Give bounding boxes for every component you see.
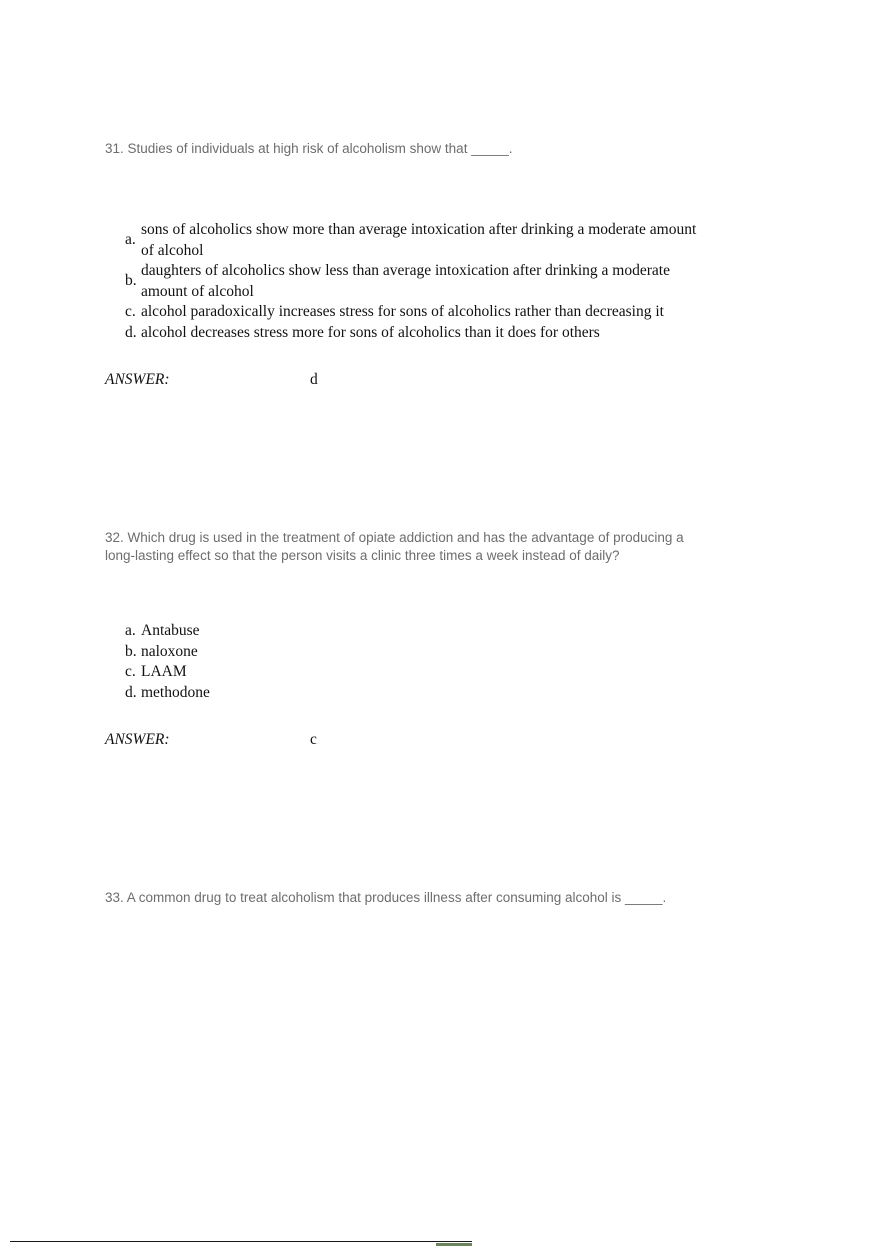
choice-letter: a. — [125, 231, 136, 249]
choice-text: naloxone — [141, 642, 198, 660]
choice-option[interactable] — [125, 683, 705, 704]
choice-letter: a. — [125, 622, 136, 639]
choice-text: LAAM — [141, 663, 187, 680]
choice-letter: d. — [125, 323, 137, 341]
choice-option[interactable] — [125, 323, 705, 344]
question-stem: 33. A common drug to treat alcoholism that produces illness after consuming alcohol is _____. — [105, 890, 667, 905]
choice-option[interactable] — [125, 220, 705, 261]
choice-text: methodone — [141, 683, 210, 701]
answer-row — [105, 731, 705, 749]
answer-label: ANSWER: — [105, 731, 170, 748]
choice-list — [125, 621, 705, 703]
choice-text: alcohol decreases stress more for sons of alcoholics than it does for others — [141, 323, 600, 341]
choice-letter: d. — [125, 683, 137, 701]
question-block-31 — [105, 140, 705, 389]
choice-letter: b. — [125, 642, 137, 660]
choice-option[interactable] — [125, 261, 705, 302]
choice-option[interactable] — [125, 302, 705, 323]
answer-value: c — [310, 731, 317, 748]
choice-text: daughters of alcoholics show less than average intoxication after drinking a moderate amount of alcohol — [141, 262, 670, 300]
question-stem: 31. Studies of individuals at high risk of alcoholism show that _____. — [105, 141, 513, 156]
choice-letter: c. — [125, 663, 136, 680]
choice-text: alcohol paradoxically increases stress for sons of alcoholics rather than decreasing it — [141, 303, 664, 320]
choice-text: sons of alcoholics show more than average intoxication after drinking a moderate amount of alcohol — [141, 221, 697, 259]
choice-option[interactable] — [125, 621, 705, 642]
question-block-33 — [105, 889, 705, 907]
document-content — [105, 140, 705, 907]
choice-letter: c. — [125, 303, 136, 320]
choice-list — [125, 220, 705, 343]
choice-option[interactable] — [125, 642, 705, 663]
answer-label: ANSWER: — [105, 371, 170, 388]
footer-divider — [10, 1241, 472, 1242]
question-block-32 — [105, 529, 705, 749]
answer-value: d — [310, 371, 318, 388]
choice-text: Antabuse — [141, 622, 200, 639]
answer-row — [105, 371, 705, 389]
footer-mark — [436, 1243, 472, 1246]
choice-option[interactable] — [125, 662, 705, 683]
choice-letter: b. — [125, 272, 137, 290]
question-stem: 32. Which drug is used in the treatment of opiate addiction and has the advantage of producing a long-lasting effect so that the person visits a clinic three times a week instead of daily? — [105, 530, 684, 563]
